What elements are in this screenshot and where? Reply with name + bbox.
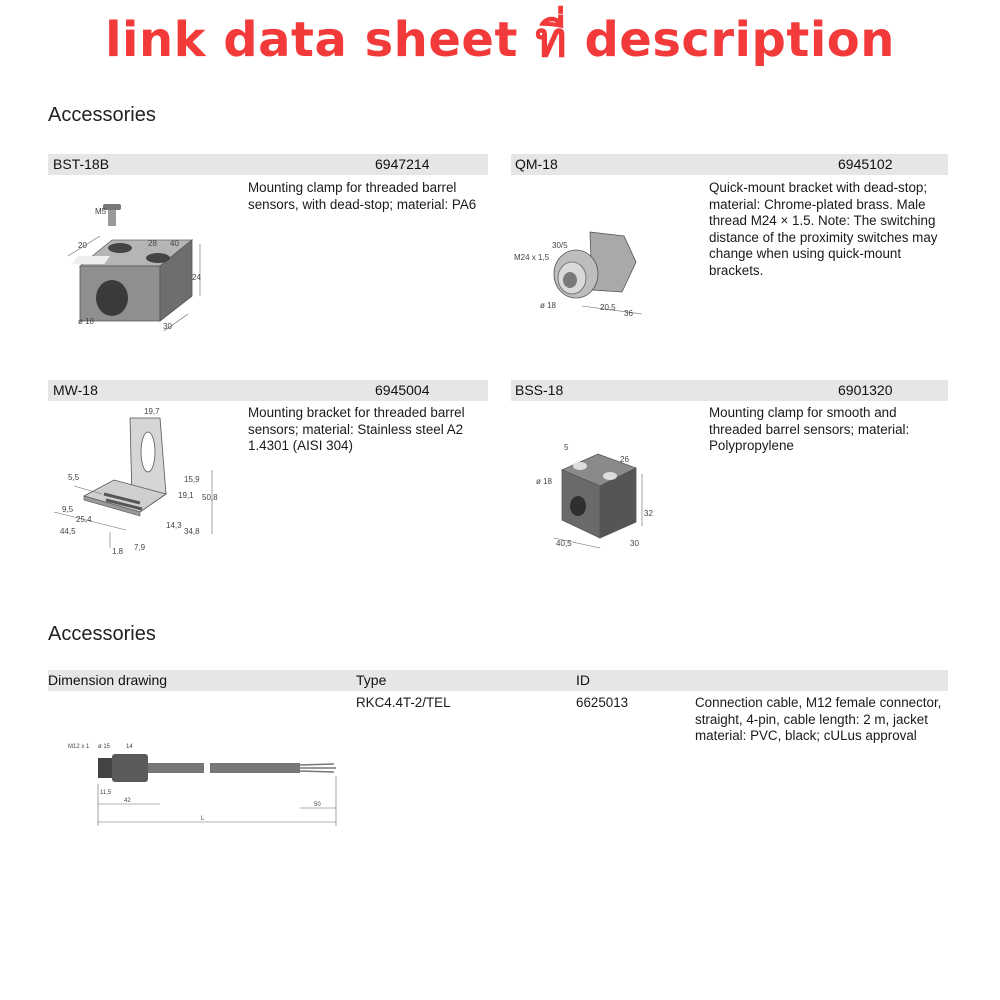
dim-label: 44,5	[60, 527, 76, 536]
dim-label: 15,9	[184, 475, 200, 484]
section-title-accessories-2: Accessories	[48, 623, 156, 645]
dim-label: 30	[163, 322, 172, 331]
cable-id-value: 6625013	[576, 695, 629, 710]
dim-label: 34,8	[184, 527, 200, 536]
cable-description: Connection cable, M12 female connector, straight, 4-pin, cable length: 2 m, jacket material: PVC, black; cULus approval	[695, 695, 942, 744]
product-description-bst-18b: Mounting clamp for threaded barrel sensors, with dead-stop; material: PA6	[248, 180, 477, 212]
dim-label: M12 x 1	[68, 744, 90, 750]
dim-label: 5,5	[68, 473, 80, 482]
product-name: BSS-18	[515, 382, 564, 398]
promo-banner: link data sheet ที่ description	[105, 12, 895, 68]
dim-label: 14,3	[166, 521, 182, 530]
dim-label: ø 18	[540, 301, 557, 310]
dim-label: 5	[564, 443, 569, 452]
product-name: MW-18	[53, 382, 98, 398]
product-header-bst-18b	[48, 154, 488, 175]
dim-label: 42	[124, 798, 131, 804]
cable-dimension-drawing	[64, 736, 344, 828]
product-name: BST-18B	[53, 156, 110, 172]
column-header-dimension-drawing: Dimension drawing	[48, 672, 168, 688]
dim-label: 19,7	[144, 407, 160, 416]
qm-18-dimension-drawing	[512, 222, 652, 322]
dim-label: M24 x 1,5	[514, 253, 550, 262]
bst-18b-dimension-drawing	[60, 196, 240, 346]
dim-label: 20,5	[600, 303, 616, 312]
dim-label: 9,5	[62, 505, 74, 514]
product-header-bss-18	[511, 380, 948, 401]
dim-label: 28	[148, 239, 157, 248]
section-title-accessories-1: Accessories	[48, 104, 156, 126]
dim-label: 36	[624, 309, 633, 318]
dim-label: 26	[620, 455, 629, 464]
dim-label: 25,4	[76, 515, 92, 524]
product-description-qm-18: Quick-mount bracket with dead-stop; material: Chrome-plated brass. Male thread M24 × 1.5. Note: The switching distance of the proximity switches may change when using quick-mount brackets.	[709, 180, 938, 278]
column-header-type: Type	[356, 672, 387, 688]
dim-label: ø 15	[98, 744, 111, 750]
dim-label: 30/5	[552, 241, 568, 250]
mw-18-dimension-drawing	[44, 404, 244, 554]
dim-label: 40	[170, 239, 179, 248]
dim-label: 32	[644, 509, 653, 518]
dim-label: 19,1	[178, 491, 194, 500]
product-id: 6945102	[838, 156, 893, 172]
dim-label: 50,8	[202, 493, 218, 502]
product-header-mw-18	[48, 380, 488, 401]
bss-18-dimension-drawing	[534, 440, 664, 552]
dim-label: 50	[314, 802, 321, 808]
product-description-mw-18: Mounting bracket for threaded barrel sensors; material: Stainless steel A2 1.4301 (AISI 304)	[248, 405, 465, 454]
dim-label: 20	[78, 241, 87, 250]
product-name: QM-18	[515, 156, 558, 172]
dim-label: 1,8	[112, 547, 124, 554]
dim-label: ø 18	[78, 317, 95, 326]
dim-label: L	[201, 816, 205, 822]
dim-label: 40,5	[556, 539, 572, 548]
cable-type-value: RKC4.4T-2/TEL	[356, 695, 451, 710]
cable-table-header	[48, 670, 948, 691]
dim-label: M5	[95, 207, 107, 216]
product-description-bss-18: Mounting clamp for smooth and threaded barrel sensors; material: Polypropylene	[709, 405, 910, 454]
dim-label: 24	[192, 273, 201, 282]
product-id: 6947214	[375, 156, 430, 172]
dim-label: 30	[630, 539, 639, 548]
product-header-qm-18	[511, 154, 948, 175]
dim-label: 11,5	[100, 790, 112, 796]
dim-label: 7,9	[134, 543, 146, 552]
product-id: 6901320	[838, 382, 893, 398]
column-header-id: ID	[576, 672, 590, 688]
dim-label: 14	[126, 744, 133, 750]
dim-label: ø 18	[536, 477, 553, 486]
product-id: 6945004	[375, 382, 430, 398]
